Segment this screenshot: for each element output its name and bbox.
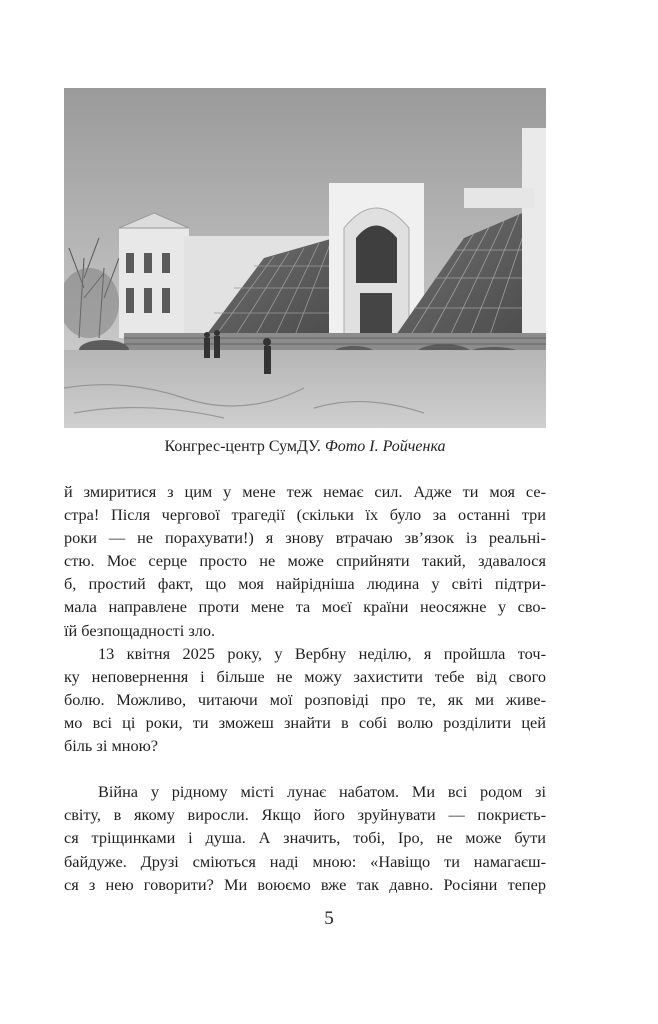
paragraph [64,780,546,895]
paragraph [64,642,546,757]
paragraph [64,480,546,642]
text-line: 13 квітня 2025 року, у Вербну неділю, я пройшла точ- [98,643,546,663]
page-number: 5 [324,908,334,929]
text-line: й змиритися з цим у мене теж немає сил. Адже ти моя се- [64,482,546,501]
photo-caption [64,437,546,457]
body-text [64,480,546,896]
section-gap [64,757,546,780]
text-line: стю. Моє серце просто не може сприйняти такий, здавалося [64,551,546,571]
caption-title: Конгрес-центр СумДУ. [164,438,321,455]
building-photo [64,88,546,428]
text-line: байдуже. Друзі сміються наді мною: «Навіщо ти намагаєш- [64,851,546,871]
text-line: ся з нею говорити? Ми воюємо вже так давно. Росіяни тепер [64,874,546,894]
text-line: б, простий факт, що моя найрідніша людина у світі підтри- [64,574,546,594]
text-line: мо всі ці роки, ти зможеш знайти в собі волю розділити цей [64,712,546,732]
text-line: Війна у рідному місті лунає набатом. Ми всі родом зі [98,782,546,802]
text-line: роки — не порахувати!) я знову втрачаю зв’язок із реальні- [64,528,546,548]
caption-credit: Фото І. Ройченка [324,438,446,455]
text-line: ся тріщинками і душа. А значить, тобі, Іро, не може бути [64,828,546,848]
text-line: світу, в якому виросли. Якщо його зруйнувати — покриєть- [64,805,546,825]
text-line: ку неповернення і більше не можу захистити тебе від свого [64,666,546,686]
text-line: мала направлене проти мене та моєї країни неосяжне у сво- [64,597,546,617]
text-line: біль зі мною? [64,736,158,756]
text-line: їй безпощадності зло. [64,620,216,640]
text-line: болю. Можливо, читаючи мої розповіді про те, як ми живе- [64,689,546,709]
text-line: стра! Після чергової трагедії (скільки їх було за останні три [64,505,546,525]
